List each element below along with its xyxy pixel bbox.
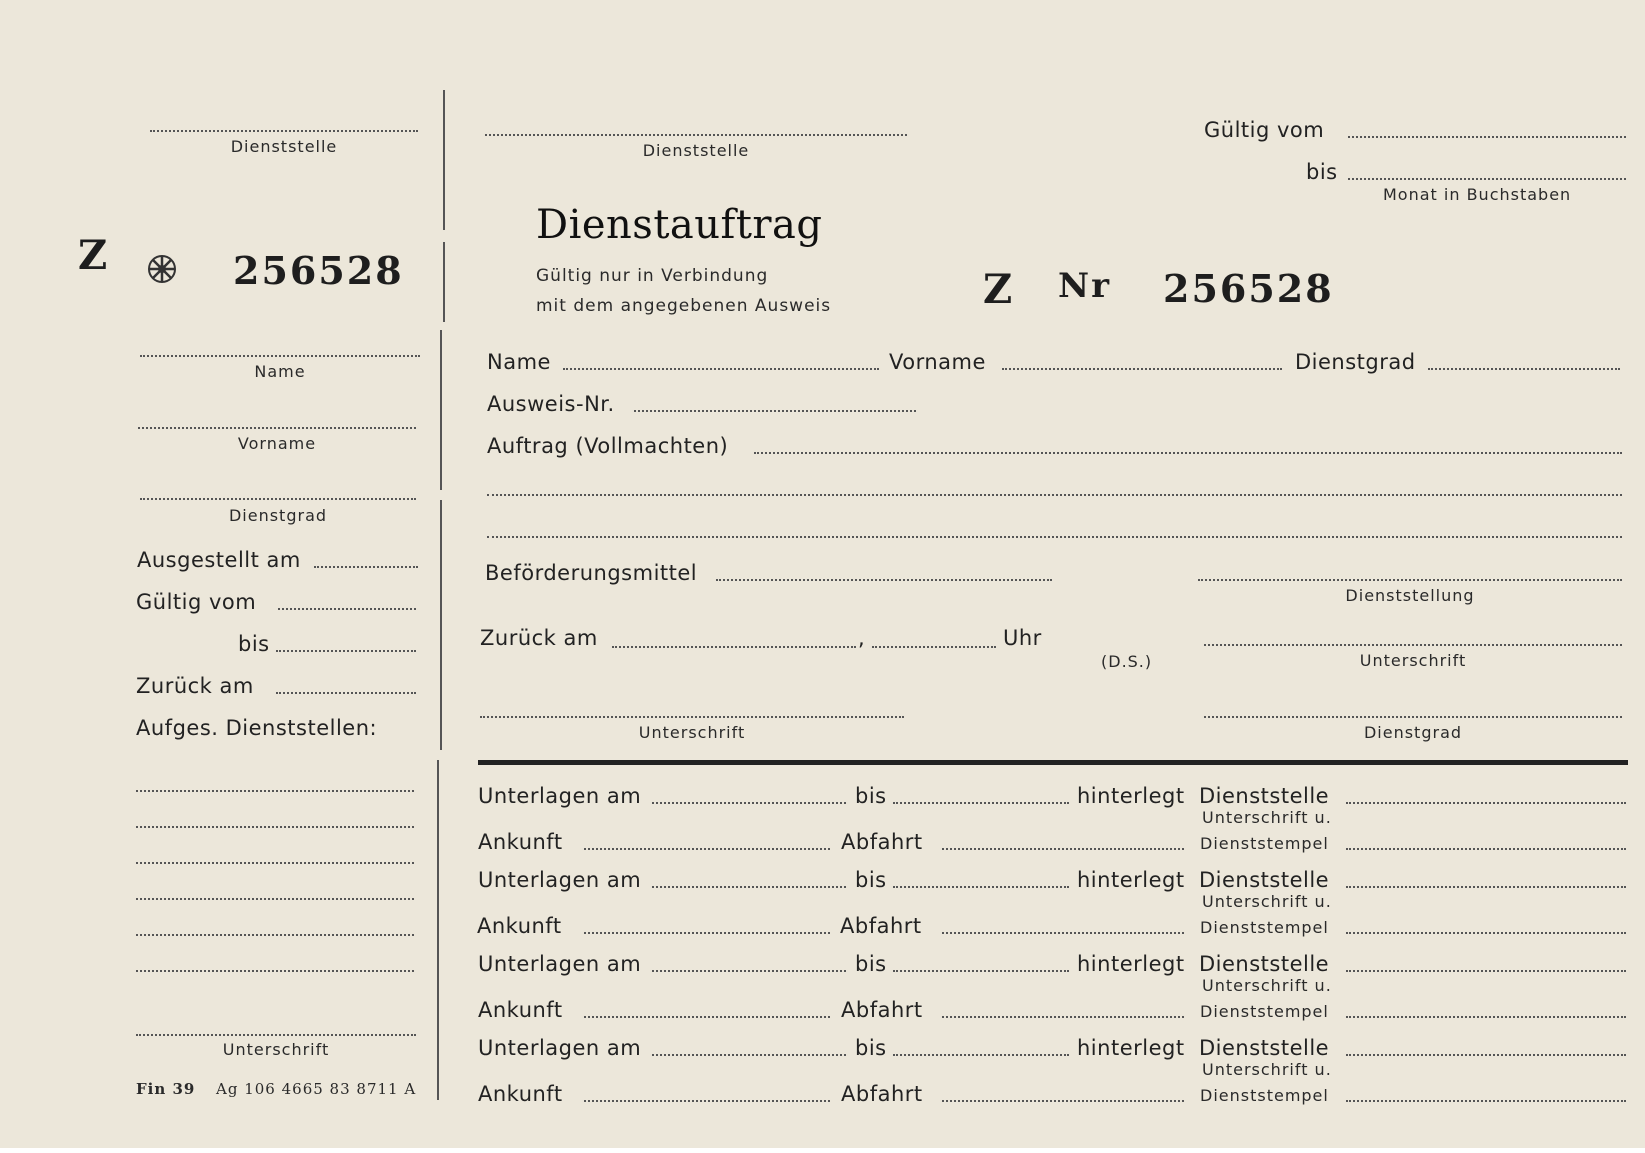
befoerderung-line[interactable]	[716, 579, 1052, 581]
stub-zurueck-line[interactable]	[276, 692, 416, 694]
ankunft-label: Ankunft	[478, 998, 563, 1022]
hinterlegt-label: hinterlegt	[1077, 784, 1185, 808]
stub-ausgestellt-line[interactable]	[314, 566, 418, 568]
record-dienststelle-label: Dienststelle	[1199, 1036, 1330, 1060]
dienststempel-label: Dienststempel	[1200, 834, 1329, 853]
unterschrift-u-label: Unterschrift u.	[1202, 976, 1332, 995]
subtitle-line-2: mit dem angegebenen Ausweis	[536, 296, 832, 316]
stub-aufges-line[interactable]	[136, 790, 414, 792]
abfahrt-line[interactable]	[942, 1016, 1184, 1018]
hinterlegt-label: hinterlegt	[1077, 868, 1185, 892]
stub-bis-label: bis	[238, 632, 270, 656]
stub-aufges-line[interactable]	[136, 862, 414, 864]
record-bis-label: bis	[855, 952, 887, 976]
stub-dienststelle-label: Dienststelle	[230, 137, 338, 156]
unterlagen-label: Unterlagen am	[478, 1036, 642, 1060]
stub-aufges-label: Aufges. Dienststellen:	[136, 716, 378, 740]
unterschrift-right-line[interactable]	[1204, 644, 1622, 646]
unterlagen-line[interactable]	[652, 886, 846, 888]
form-number: Fin 39	[136, 1080, 196, 1098]
stub-name-line[interactable]	[140, 355, 420, 357]
gueltig-bis-line[interactable]	[1348, 178, 1626, 180]
document-title: Dienstauftrag	[536, 202, 823, 248]
zurueck-time-line[interactable]	[872, 646, 996, 648]
abfahrt-label: Abfahrt	[841, 998, 923, 1022]
perforation-line	[440, 500, 442, 750]
ankunft-line[interactable]	[584, 1100, 830, 1102]
unterschrift-u-label: Unterschrift u.	[1202, 892, 1332, 911]
record-dienststelle-line[interactable]	[1346, 886, 1626, 888]
gueltig-bis-label: bis	[1306, 160, 1338, 184]
dienstgrad-line[interactable]	[1428, 368, 1620, 370]
record-dienststelle-line[interactable]	[1346, 802, 1626, 804]
main-dienststelle-line[interactable]	[485, 134, 907, 136]
unterlagen-label: Unterlagen am	[478, 952, 642, 976]
abfahrt-line[interactable]	[942, 1100, 1184, 1102]
nr-label: Nr	[1058, 266, 1111, 306]
ankunft-line[interactable]	[584, 932, 830, 934]
name-label: Name	[487, 350, 551, 374]
abfahrt-label: Abfahrt	[841, 830, 923, 854]
stub-unterschrift-line[interactable]	[136, 1034, 416, 1036]
stub-vorname-line[interactable]	[138, 427, 416, 429]
name-line[interactable]	[563, 368, 879, 370]
zurueck-label: Zurück am	[480, 626, 598, 650]
unterlagen-line[interactable]	[652, 970, 846, 972]
perforation-line	[443, 242, 445, 322]
stub-z-letter: Z	[78, 232, 110, 279]
stub-aufges-line[interactable]	[136, 934, 414, 936]
abfahrt-line[interactable]	[942, 932, 1184, 934]
record-bis-line[interactable]	[893, 970, 1069, 972]
record-dienststelle-label: Dienststelle	[1199, 868, 1330, 892]
auftrag-line[interactable]	[487, 536, 1622, 538]
dienststellung-label: Dienststellung	[1345, 586, 1475, 605]
dienststempel-line[interactable]	[1346, 848, 1626, 850]
ausweis-label: Ausweis-Nr.	[487, 392, 615, 416]
stub-ausgestellt-label: Ausgestellt am	[137, 548, 301, 572]
record-dienststelle-line[interactable]	[1346, 1054, 1626, 1056]
print-code: Ag 106 4665 83 8711 A	[216, 1080, 417, 1098]
stub-aufges-line[interactable]	[136, 826, 414, 828]
ausweis-line[interactable]	[634, 410, 916, 412]
unterschrift-u-label: Unterschrift u.	[1202, 808, 1332, 827]
stub-zurueck-label: Zurück am	[136, 674, 254, 698]
ankunft-line[interactable]	[584, 1016, 830, 1018]
ds-label: (D.S.)	[1101, 652, 1153, 671]
dienststempel-line[interactable]	[1346, 1100, 1626, 1102]
stub-dienstgrad-label: Dienstgrad	[228, 506, 328, 525]
stub-gueltig-vom-line[interactable]	[278, 608, 416, 610]
record-bis-line[interactable]	[893, 886, 1069, 888]
abfahrt-label: Abfahrt	[840, 914, 922, 938]
dienststempel-line[interactable]	[1346, 932, 1626, 934]
uhr-label: Uhr	[1003, 626, 1042, 650]
dienststempel-label: Dienststempel	[1200, 1002, 1329, 1021]
stub-unterschrift-label: Unterschrift	[222, 1040, 330, 1059]
perforation-line	[440, 330, 442, 490]
stub-gueltig-vom-label: Gültig vom	[136, 590, 257, 614]
unterschrift-left-line[interactable]	[480, 716, 904, 718]
dienstgrad-bottom-line[interactable]	[1204, 716, 1622, 718]
stub-name-label: Name	[254, 362, 306, 381]
record-dienststelle-label: Dienststelle	[1199, 784, 1330, 808]
perforation-line	[437, 760, 439, 1100]
unterschrift-left-label: Unterschrift	[638, 723, 746, 742]
stamp-mark-icon	[138, 250, 186, 288]
main-dienststelle-label: Dienststelle	[642, 141, 750, 160]
monat-hint: Monat in Buchstaben	[1383, 185, 1572, 204]
perforation-line	[443, 90, 445, 230]
dienststempel-label: Dienststempel	[1200, 918, 1329, 937]
gueltig-vom-line[interactable]	[1348, 136, 1626, 138]
main-serial-number: 256528	[1163, 266, 1334, 311]
record-bis-line[interactable]	[893, 1054, 1069, 1056]
unterlagen-label: Unterlagen am	[478, 868, 642, 892]
ankunft-label: Ankunft	[478, 830, 563, 854]
dienststempel-line[interactable]	[1346, 1016, 1626, 1018]
section-divider	[478, 760, 1628, 765]
record-bis-line[interactable]	[893, 802, 1069, 804]
ankunft-label: Ankunft	[477, 914, 562, 938]
unterschrift-u-label: Unterschrift u.	[1202, 1060, 1332, 1079]
record-bis-label: bis	[855, 784, 887, 808]
dienststellung-line[interactable]	[1198, 579, 1622, 581]
ankunft-line[interactable]	[584, 848, 830, 850]
stub-dienststelle-line	[150, 130, 418, 132]
hinterlegt-label: hinterlegt	[1077, 952, 1185, 976]
dienststempel-label: Dienststempel	[1200, 1086, 1329, 1105]
unterschrift-right-label: Unterschrift	[1359, 651, 1467, 670]
unterlagen-line[interactable]	[652, 1054, 846, 1056]
befoerderung-label: Beförderungsmittel	[485, 561, 698, 585]
vorname-line[interactable]	[1002, 368, 1282, 370]
subtitle-line-1: Gültig nur in Verbindung	[536, 266, 769, 286]
record-bis-label: bis	[855, 868, 887, 892]
record-bis-label: bis	[855, 1036, 887, 1060]
vorname-label: Vorname	[889, 350, 986, 374]
record-dienststelle-label: Dienststelle	[1199, 952, 1330, 976]
auftrag-line[interactable]	[487, 494, 1622, 496]
main-z-letter: Z	[983, 266, 1015, 313]
comma: ,	[858, 626, 866, 650]
stub-bis-line[interactable]	[276, 650, 416, 652]
stub-aufges-line[interactable]	[136, 970, 414, 972]
auftrag-line[interactable]	[754, 452, 1622, 454]
unterlagen-label: Unterlagen am	[478, 784, 642, 808]
record-dienststelle-line[interactable]	[1346, 970, 1626, 972]
zurueck-date-line[interactable]	[612, 646, 856, 648]
gueltig-vom-label: Gültig vom	[1204, 118, 1325, 142]
dienstgrad-bottom-label: Dienstgrad	[1363, 723, 1463, 742]
abfahrt-line[interactable]	[942, 848, 1184, 850]
stub-aufges-line[interactable]	[136, 898, 414, 900]
stub-vorname-label: Vorname	[237, 434, 317, 453]
stub-serial-number: 256528	[233, 248, 404, 293]
abfahrt-label: Abfahrt	[841, 1082, 923, 1106]
ankunft-label: Ankunft	[478, 1082, 563, 1106]
dienstgrad-label: Dienstgrad	[1295, 350, 1416, 374]
auftrag-label: Auftrag (Vollmachten)	[487, 434, 729, 458]
unterlagen-line[interactable]	[652, 802, 846, 804]
hinterlegt-label: hinterlegt	[1077, 1036, 1185, 1060]
stub-dienstgrad-line[interactable]	[140, 498, 416, 500]
